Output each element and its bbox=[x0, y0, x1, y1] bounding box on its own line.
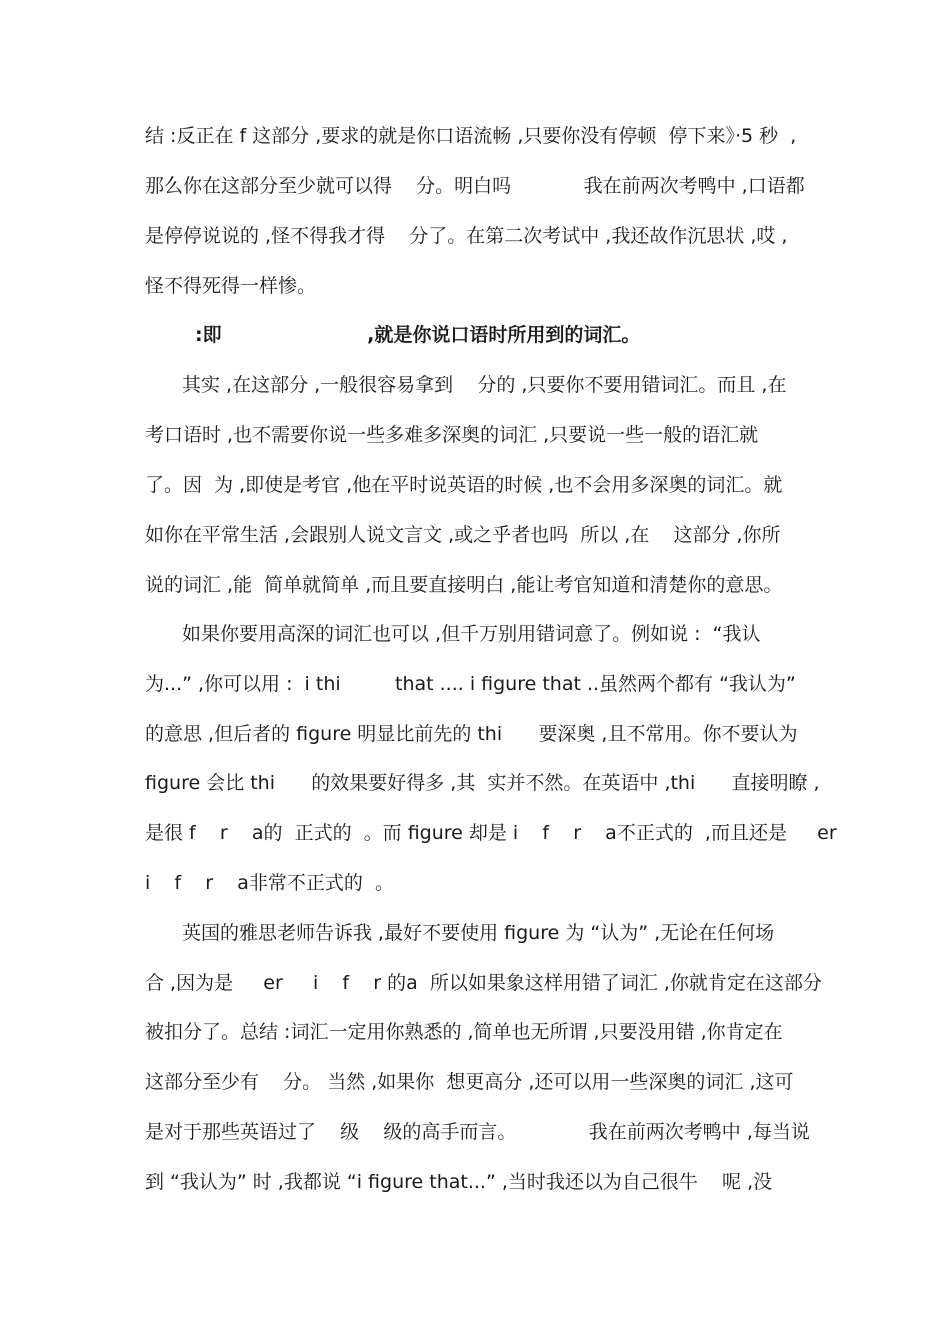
text-line: figure 会比 thi 的效果要好得多 ,其 实并不然。在英语中 ,thi 直接明瞭 , bbox=[145, 772, 820, 794]
text-line: 说的词汇 ,能 简单就简单 ,而且要直接明白 ,能让考官知道和清楚你的意思。 bbox=[145, 574, 783, 596]
text-line: 那么你在这部分至少就可以得 分。明白吗 我在前两次考鸭中 ,口语都 bbox=[145, 175, 805, 197]
text-line: 的意思 ,但后者的 figure 明显比前先的 thi 要深奥 ,且不常用。你不要认为 bbox=[145, 723, 798, 745]
text-line: 是停停说说的 ,怪不得我才得 分了。在第二次考试中 ,我还故作沉思状 ,哎 , bbox=[145, 225, 788, 247]
text-line: 被扣分了。总结 :词汇一定用你熟悉的 ,简单也无所谓 ,只要没用错 ,你肯定在 bbox=[145, 1021, 783, 1043]
text-line: 为...” ,你可以用 : i thi that .... i figure that ..虽然两个都有 “我认为” bbox=[145, 673, 796, 695]
text-line: 是对于那些英语过了 级 级的高手而言。 我在前两次考鸭中 ,每当说 bbox=[145, 1121, 810, 1143]
section-heading: :即 ,就是你说口语时所用到的词汇。 bbox=[195, 324, 641, 346]
text-line: 如你在平常生活 ,会跟别人说文言文 ,或之乎者也吗 所以 ,在 这部分 ,你所 bbox=[145, 524, 781, 546]
text-line: 合 ,因为是 er i f r 的a 所以如果象这样用错了词汇 ,你就肯定在这部分 bbox=[145, 972, 822, 994]
text-line: i f r a非常不正式的 。 bbox=[145, 872, 394, 894]
text-line: 是很 f r a的 正式的 。而 figure 却是 i f r a不正式的 ,而且还是 er bbox=[145, 822, 837, 844]
text-line: 英国的雅思老师告诉我 ,最好不要使用 figure 为 “认为” ,无论在任何场 bbox=[182, 922, 775, 944]
text-line: 如果你要用高深的词汇也可以 ,但千万别用错词意了。例如说 : “我认 bbox=[182, 623, 761, 645]
text-line: 考口语时 ,也不需要你说一些多难多深奥的词汇 ,只要说一些一般的语汇就 bbox=[145, 424, 759, 446]
text-line: 怪不得死得一样惨。 bbox=[145, 275, 317, 297]
text-line: 到 “我认为” 时 ,我都说 “i figure that...” ,当时我还以为自己很牛 呢 ,没 bbox=[145, 1171, 773, 1193]
text-line: 结 :反正在 f 这部分 ,要求的就是你口语流畅 ,只要你没有停顿 停下来》·5 秒 , bbox=[145, 125, 797, 147]
text-line: 了。因 为 ,即使是考官 ,他在平时说英语的时候 ,也不会用多深奥的词汇。就 bbox=[145, 474, 783, 496]
text-line: 其实 ,在这部分 ,一般很容易拿到 分的 ,只要你不要用错词汇。而且 ,在 bbox=[182, 374, 787, 396]
text-line: 这部分至少有 分。 当然 ,如果你 想更高分 ,还可以用一些深奥的词汇 ,这可 bbox=[145, 1071, 794, 1093]
